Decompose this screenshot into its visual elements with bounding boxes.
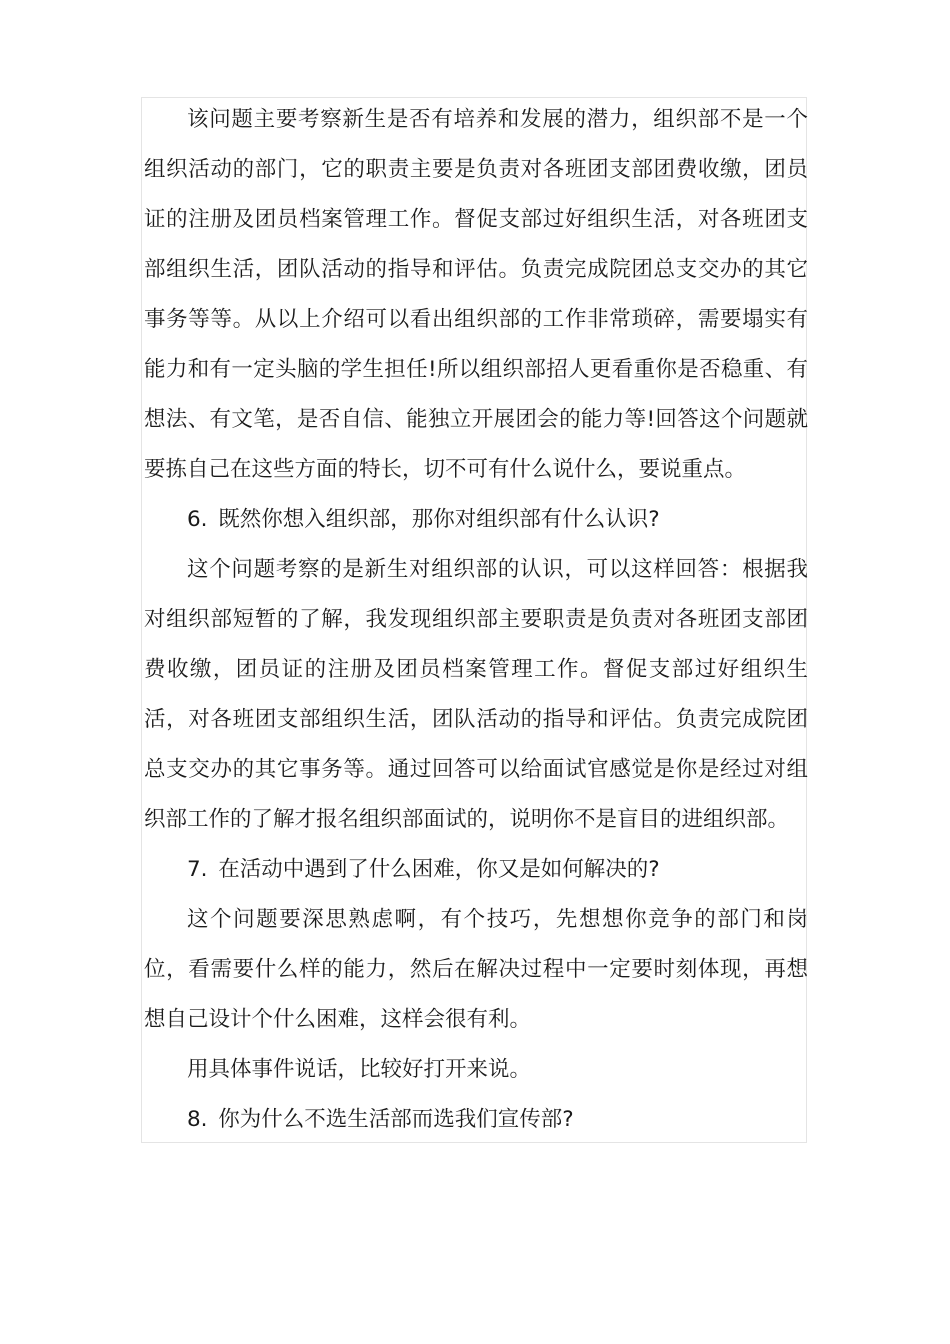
question-number: 6. [187, 507, 208, 532]
question-number: 8. [187, 1107, 208, 1132]
question-number: 7. [187, 857, 208, 882]
document-body [144, 95, 808, 1145]
paragraph-difficulty-tips: 这个问题要深思熟虑啊，有个技巧，先想想你竞争的部门和岗位，看需要什么样的能力，然后在解决过程中一定要时刻体现，再想想自己设计个什么困难，这样会很有利。 [144, 907, 808, 1032]
paragraph-org-dept-understanding: 这个问题考察的是新生对组织部的认识，可以这样回答：根据我对组织部短暂的了解，我发现组织部主要职责是负责对各班团支部团费收缴，团员证的注册及团员档案管理工作。督促支部过好组织生活，对各班团支部组织生活，团队活动的指导和评估。负责完成院团总支交办的其它事务等。通过回答可以给面试官感觉是你是经过对组织部工作的了解才报名组织部面试的，说明你不是盲目的进组织部。 [144, 557, 808, 832]
question-text: 你为什么不选生活部而选我们宣传部? [218, 1107, 574, 1132]
question-text: 既然你想入组织部，那你对组织部有什么认识? [218, 507, 660, 532]
paragraph-specific-events: 用具体事件说话，比较好打开来说。 [187, 1057, 532, 1082]
question-7 [144, 845, 808, 895]
question-8 [144, 1095, 808, 1145]
question-text: 在活动中遇到了什么困难，你又是如何解决的? [218, 857, 660, 882]
paragraph-org-dept-potential: 该问题主要考察新生是否有培养和发展的潜力，组织部不是一个组织活动的部门，它的职责主要是负责对各班团支部团费收缴，团员证的注册及团员档案管理工作。督促支部过好组织生活，对各班团支部组织生活，团队活动的指导和评估。负责完成院团总支交办的其它事务等等。从以上介绍可以看出组织部的工作非常琐碎，需要塌实有能力和有一定头脑的学生担任!所以组织部招人更看重你是否稳重、有想法、有文笔，是否自信、能独立开展团会的能力等!回答这个问题就要拣自己在这些方面的特长，切不可有什么说什么，要说重点。 [144, 107, 808, 482]
question-6 [144, 495, 808, 545]
